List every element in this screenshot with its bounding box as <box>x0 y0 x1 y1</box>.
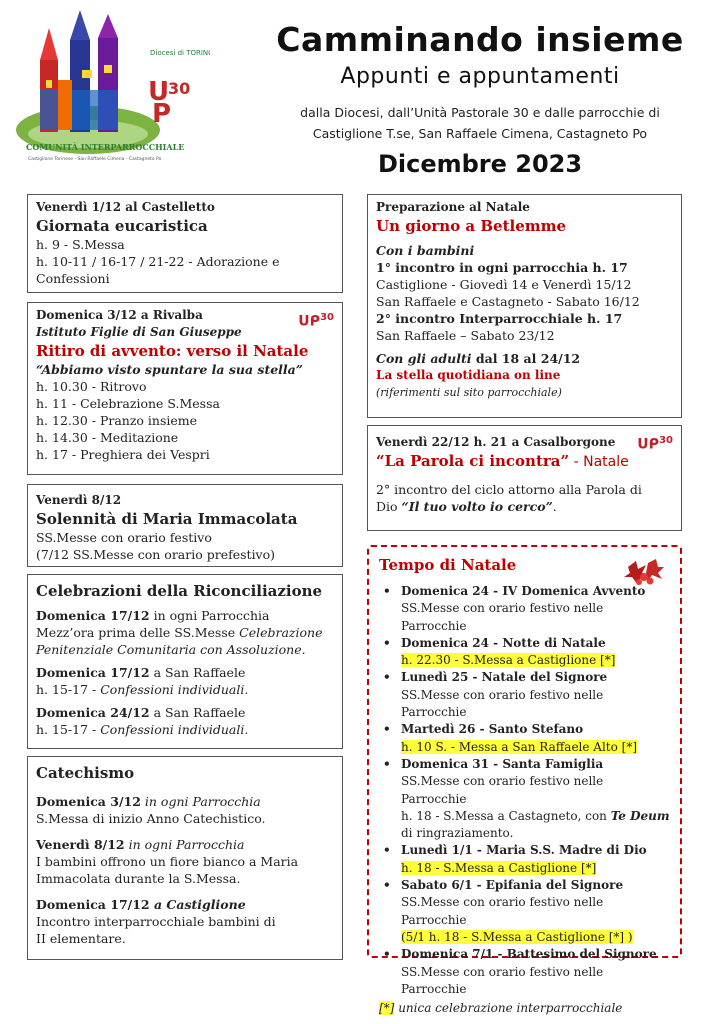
natale-item-line <box>401 600 670 635</box>
natale-item-text: h. 10 S. - Messa a San Raffaele Alto [*] <box>401 739 638 754</box>
eucaristica-line: Confessioni <box>36 271 110 286</box>
natale-item-line <box>401 687 670 722</box>
immacolata-box <box>27 484 343 567</box>
betlemme-inc2: 2° incontro Interparrocchiale h. 17 <box>376 311 623 326</box>
natale-item-text: h. 18 - S.Messa a Castagneto, con <box>401 808 611 823</box>
entry-text: Incontro interparrocchiale bambini di <box>36 914 276 929</box>
ritiro-quote: “Abbiamo visto spuntare la sua stella” <box>36 362 303 377</box>
immacolata-heading: Venerdì 8/12 <box>36 493 122 507</box>
natale-item <box>379 583 670 635</box>
natale-item-head: • Martedì 26 - Santo Stefano <box>401 722 584 737</box>
betlemme-line: Castiglione - Giovedì 14 e Venerdì 15/12 <box>376 277 632 292</box>
betlemme-line: San Raffaele e Castagneto - Sabato 16/12 <box>376 294 640 309</box>
ritiro-box <box>27 302 343 475</box>
natale-item-head: • Lunedì 1/1 - Maria S.S. Madre di Dio <box>401 843 647 858</box>
natale-item-line <box>401 773 670 808</box>
entry-place: in ogni Parrocchia <box>149 608 270 623</box>
betlemme-heading: Preparazione al Natale <box>376 200 530 214</box>
entry-place: a Castiglione <box>149 897 246 912</box>
entry-place: a San Raffaele <box>149 705 246 720</box>
natale-item-head: • Domenica 31 - Santa Famiglia <box>401 756 604 771</box>
catechismo-title: Catechismo <box>36 764 135 782</box>
catechismo-box <box>27 756 343 960</box>
betlemme-inc1: 1° incontro in ogni parrocchia h. 17 <box>376 260 628 275</box>
natale-item <box>379 669 670 721</box>
betlemme-adulti: Con gli adulti <box>376 351 472 366</box>
ritiro-heading: Domenica 3/12 a Rivalba <box>36 308 203 322</box>
entry-text: Penitenziale Comunitaria con Assoluzione. <box>36 642 306 657</box>
ritiro-item: h. 17 - Preghiera dei Vespri <box>36 447 210 462</box>
eucaristica-heading: Venerdì 1/12 al Castelletto <box>36 200 215 214</box>
parola-text: . <box>552 499 557 514</box>
entry-text: I bambini offrono un fiore bianco a Maria <box>36 854 299 869</box>
natale-item <box>379 635 670 670</box>
natale-item-tail: Te Deum <box>610 808 670 823</box>
footnote-mark: [*] <box>379 1001 395 1016</box>
natale-item-text: SS.Messe con orario festivo nelle Parrocchie <box>401 964 604 996</box>
parola-text: Dio <box>376 499 402 514</box>
riconciliazione-title: Celebrazioni della Riconciliazione <box>36 582 323 600</box>
parola-suffix: - Natale <box>569 454 629 470</box>
betlemme-stella: La stella quotidiana on line <box>376 368 561 382</box>
natale-item-line <box>401 964 670 999</box>
natale-item-head: • Domenica 7/1 - Battesimo del Signore <box>401 947 657 962</box>
ritiro-title: Ritiro di avvento: verso il Natale <box>36 342 309 360</box>
entry-time: h. 15-17 - <box>36 722 101 737</box>
ritiro-item: h. 12.30 - Pranzo insieme <box>36 413 198 428</box>
eucaristica-title: Giornata eucaristica <box>36 217 208 235</box>
parola-heading: Venerdì 22/12 h. 21 a Casalborgone <box>376 435 616 449</box>
immacolata-line: (7/12 SS.Messe con orario prefestivo) <box>36 547 276 562</box>
immacolata-line: SS.Messe con orario festivo <box>36 530 212 545</box>
catechismo-entry <box>36 896 334 947</box>
natale-item-line <box>401 808 670 825</box>
entry-text: Celebrazione <box>239 625 323 640</box>
natale-item-line <box>401 929 670 946</box>
entry-date: Domenica 17/12 <box>36 897 150 912</box>
betlemme-title: Un giorno a Betlemme <box>376 217 567 235</box>
entry-date: Domenica 3/12 <box>36 794 141 809</box>
footnote-text: unica celebrazione interparrocchiale <box>394 1001 623 1016</box>
natale-list <box>379 583 670 998</box>
intro-line-2: Castiglione T.se, San Raffaele Cimena, Castagneto Po <box>312 126 648 141</box>
ritiro-sub: Istituto Figlie di San Giuseppe <box>36 325 242 339</box>
svg-text:30: 30 <box>168 79 191 98</box>
betlemme-bambini: Con i bambini <box>376 243 475 258</box>
eucaristica-box <box>27 194 343 293</box>
natale-item-line <box>401 825 670 842</box>
natale-item-text: SS.Messe con orario festivo nelle Parrocchie <box>401 601 604 633</box>
entry-date: Venerdì 8/12 <box>36 837 125 852</box>
parola-line: 2° incontro del ciclo attorno alla Parola di <box>376 482 642 497</box>
riconciliazione-entry <box>36 607 334 658</box>
eucaristica-line: h. 9 - S.Messa <box>36 237 125 252</box>
entry-text: Immacolata durante la S.Messa. <box>36 871 241 886</box>
riconciliazione-entry <box>36 704 334 738</box>
natale-item-head: • Lunedì 25 - Natale del Signore <box>401 670 608 685</box>
natale-item-text: h. 22.30 - S.Messa a Castiglione [*] <box>401 653 616 668</box>
natale-box <box>367 545 682 1016</box>
natale-item-head: • Sabato 6/1 - Epifania del Signore <box>401 878 624 893</box>
entry-text: S.Messa di inizio Anno Catechistico. <box>36 811 266 826</box>
natale-item-text: di ringraziamento. <box>401 826 514 841</box>
intro-line-1: dalla Diocesi, dall’Unità Pastorale 30 e dalle parrocchie di <box>300 105 660 120</box>
parola-title: “La Parola ci incontra” <box>376 452 570 470</box>
intro-text <box>270 102 690 144</box>
entry-text: Confessioni individuali. <box>100 722 249 737</box>
ritiro-item: h. 10.30 - Ritrovo <box>36 379 147 394</box>
betlemme-rif: (riferimenti sul sito parrocchiale) <box>376 386 562 399</box>
svg-text:Diocesi di TORINO: Diocesi di TORINO <box>150 49 210 57</box>
newsletter-subtitle: Appunti e appuntamenti <box>340 64 620 89</box>
ritiro-item: h. 11 - Celebrazione S.Messa <box>36 396 220 411</box>
natale-item-text: h. 18 - S.Messa a Castiglione [*] <box>401 860 597 875</box>
natale-item-text: (5/1 h. 18 - S.Messa a Castiglione [*] ) <box>401 929 633 944</box>
betlemme-box <box>367 194 682 418</box>
entry-date: Domenica 17/12 <box>36 608 150 623</box>
natale-item-line <box>401 652 670 669</box>
betlemme-line: San Raffaele – Sabato 23/12 <box>376 328 555 343</box>
natale-item-text: SS.Messe con orario festivo nelle Parrocchie <box>401 687 604 720</box>
immacolata-title: Solennità di Maria Immacolata <box>36 510 298 528</box>
entry-place: in ogni Parrocchia <box>140 794 261 809</box>
natale-footnote <box>379 1000 670 1017</box>
natale-item-line <box>401 739 670 756</box>
natale-item <box>379 756 670 842</box>
catechismo-entry <box>36 793 334 827</box>
natale-title: Tempo di Natale <box>379 556 517 574</box>
parola-box <box>367 425 682 531</box>
catechismo-entry <box>36 836 334 887</box>
natale-item-text: SS.Messe con orario festivo nelle Parrocchie <box>401 774 604 806</box>
riconciliazione-box <box>27 574 343 749</box>
parola-quote: “Il tuo volto io cerco” <box>401 499 553 514</box>
natale-item <box>379 877 670 946</box>
riconciliazione-entry <box>36 664 334 698</box>
entry-text: II elementare. <box>36 931 126 946</box>
betlemme-adulti-date: dal 18 al 24/12 <box>471 351 581 366</box>
eucaristica-line: h. 10-11 / 16-17 / 21-22 - Adorazione e <box>36 254 280 269</box>
entry-date: Domenica 17/12 <box>36 665 150 680</box>
natale-item-line <box>401 894 670 929</box>
ritiro-item: h. 14.30 - Meditazione <box>36 430 179 445</box>
entry-place: in ogni Parrocchia <box>124 837 245 852</box>
svg-text:COMUNITÀ INTERPARROCCHIALE: COMUNITÀ INTERPARROCCHIALE <box>26 142 185 152</box>
community-logo <box>10 10 210 168</box>
month-heading: Dicembre 2023 <box>377 150 583 178</box>
natale-item <box>379 946 670 998</box>
svg-text:P: P <box>152 99 172 129</box>
natale-item-line <box>401 860 670 877</box>
svg-text:Castiglione Torinese - San Raf: Castiglione Torinese - San Raffaele Cimena - Castagneto Po <box>28 157 162 162</box>
natale-item-text: SS.Messe con orario festivo nelle Parrocchie <box>401 895 604 927</box>
natale-item-head: • Domenica 24 - Notte di Natale <box>401 635 606 650</box>
up30-icon: ᑌᑭ$^{30}$ <box>298 312 334 330</box>
natale-item <box>379 842 670 877</box>
up30-icon: ᑌᑭ$^{30}$ <box>637 435 673 453</box>
newsletter-title: Camminando insieme <box>276 20 684 59</box>
natale-item <box>379 721 670 756</box>
entry-text: Confessioni individuali. <box>100 682 249 697</box>
entry-date: Domenica 24/12 <box>36 705 150 720</box>
natale-item-head: • Domenica 24 - IV Domenica Avvento <box>401 584 646 598</box>
entry-time: h. 15-17 - <box>36 682 101 697</box>
entry-text: Mezz’ora prima delle SS.Messe <box>36 625 240 640</box>
entry-place: a San Raffaele <box>149 665 246 680</box>
svg-text:U: U <box>148 77 170 107</box>
